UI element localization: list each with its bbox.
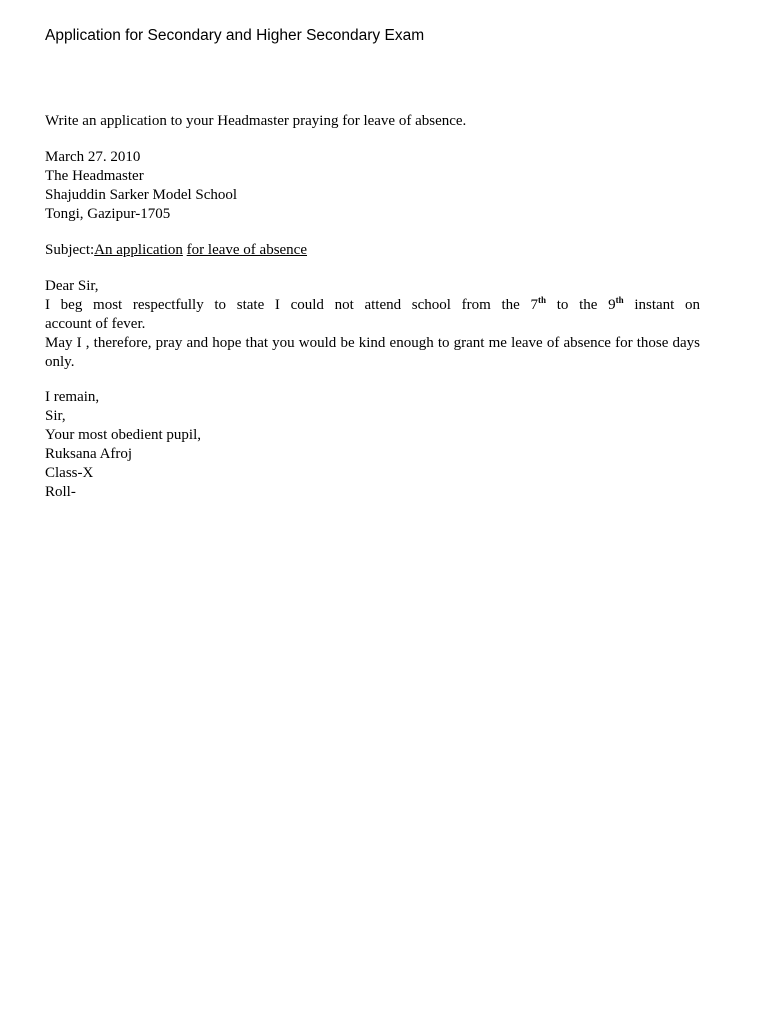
superscript-th-1: th	[538, 295, 547, 305]
paragraph1-part2: to the 9	[546, 297, 616, 313]
paragraph1-line1	[45, 296, 700, 315]
recipient-location: Tongi, Gazipur-1705	[45, 206, 171, 222]
closing-line2: Sir,	[45, 408, 66, 424]
document-heading: Application for Secondary and Higher Secondary Exam	[45, 27, 425, 44]
paragraph2: May I , therefore, pray and hope that you would be kind enough to grant me leave of absence for those days only.	[45, 335, 700, 370]
recipient-school: Shajuddin Sarker Model School	[45, 187, 238, 203]
closing-line3: Your most obedient pupil,	[45, 427, 201, 443]
subject-line	[45, 241, 700, 260]
subject-line-content	[45, 241, 700, 260]
sender-roll: Roll-	[45, 484, 76, 500]
letter-date: March 27. 2010	[45, 149, 141, 165]
closing-line1: I remain,	[45, 389, 100, 405]
sender-name: Ruksana Afroj	[45, 446, 133, 462]
paragraph1-part1: I beg most respectfully to state I could not attend school from the 7	[45, 297, 539, 313]
paragraph1-line2: account of fever.	[45, 316, 146, 332]
paragraph1-part3: instant on	[623, 297, 700, 313]
instruction-text	[45, 112, 700, 131]
letter-body	[45, 277, 700, 372]
salutation: Dear Sir,	[45, 278, 99, 294]
subject-text-part1: An application	[94, 242, 183, 258]
sender-class: Class-X	[45, 465, 94, 481]
instruction-line: Write an application to your Headmaster praying for leave of absence.	[45, 113, 467, 129]
address-block	[45, 148, 700, 224]
closing-block	[45, 388, 700, 502]
subject-text-part2: for leave of absence	[186, 242, 308, 258]
recipient-title: The Headmaster	[45, 168, 144, 184]
superscript-th-2: th	[615, 295, 624, 305]
subject-label: Subject:	[45, 242, 95, 258]
